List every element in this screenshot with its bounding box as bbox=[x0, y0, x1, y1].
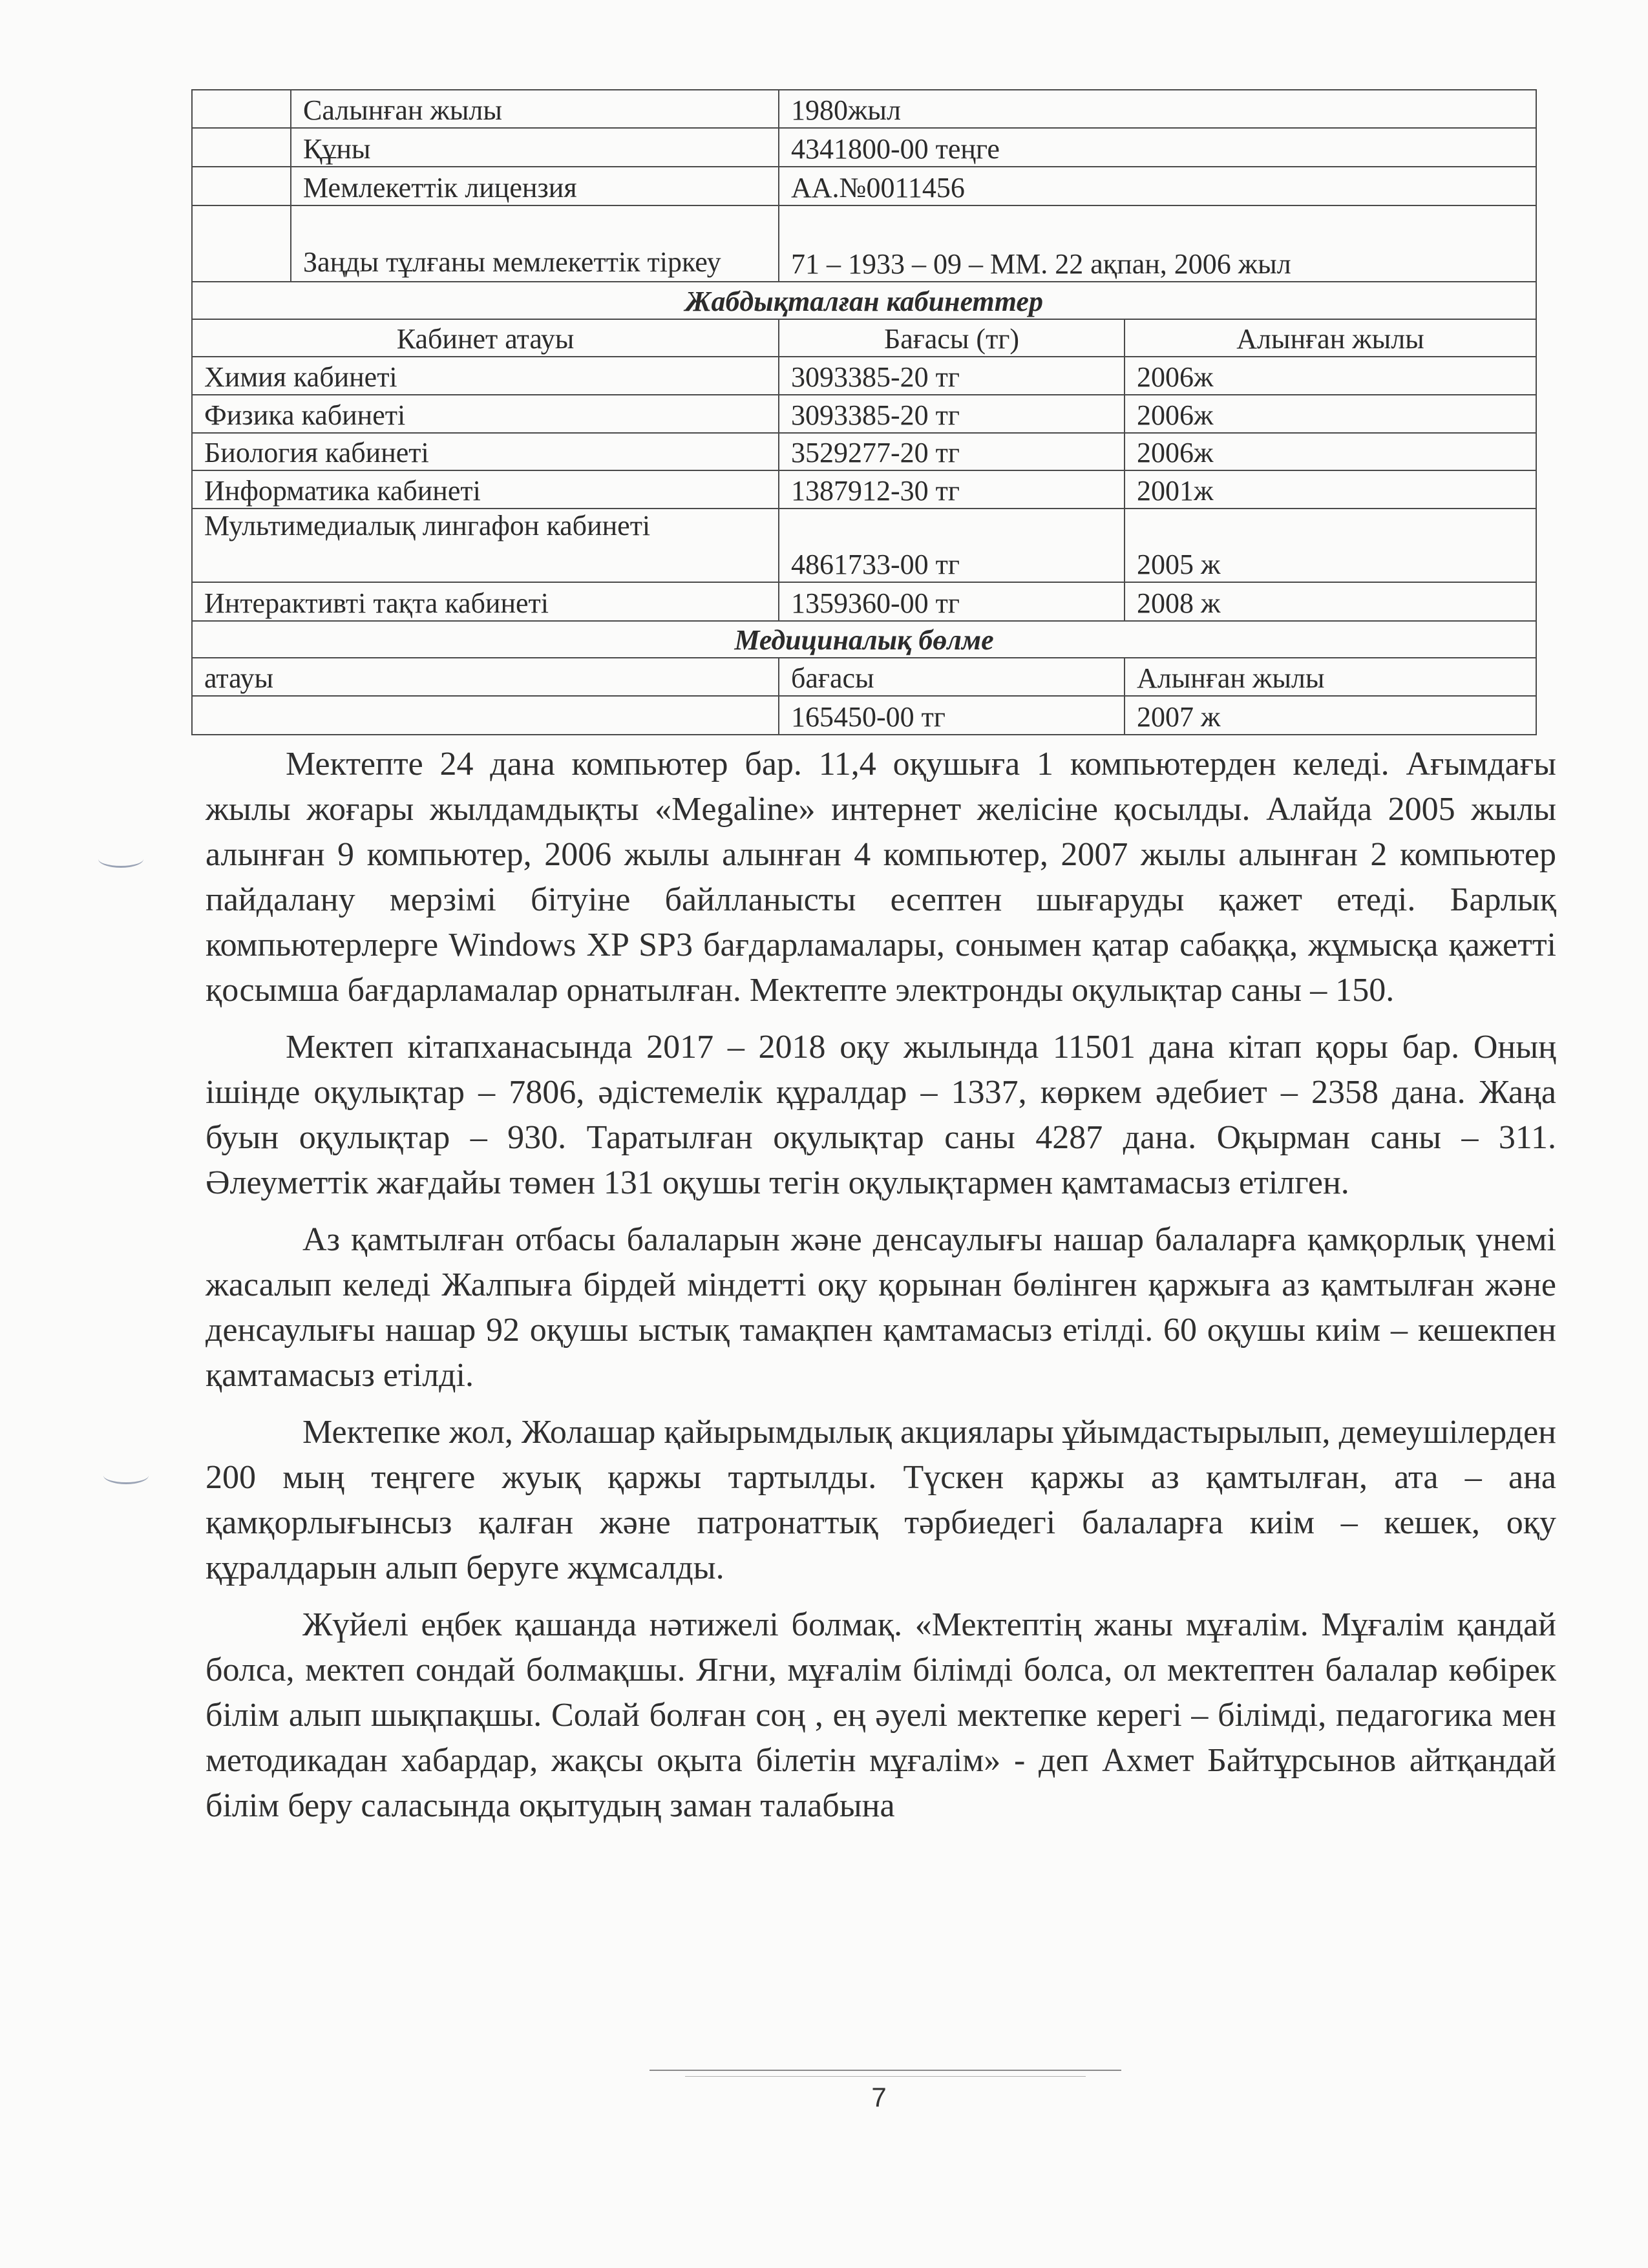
column-header: бағасы bbox=[779, 658, 1125, 696]
cabinet-year: 2006ж bbox=[1125, 395, 1536, 433]
table-row bbox=[192, 621, 1536, 658]
table-row bbox=[192, 470, 1536, 509]
column-header: Кабинет атауы bbox=[192, 319, 779, 357]
empty-cell bbox=[192, 167, 291, 205]
empty-cell bbox=[192, 90, 291, 128]
cabinet-price: 4861733-00 тг bbox=[779, 509, 1125, 582]
paragraph: Аз қамтылған отбасы балаларын және денсаулығы нашар балаларға қамқорлық үнемі жасалып келеді Жалпыға бірдей міндетті оқу қорынан бөлінген қаржыға аз қамтылған және денсаулығы нашар 92 оқушы ыстық тамақпен қамтамасыз етілді. 60 оқушы киім – кешекпен қамтамасыз етілді. bbox=[206, 1221, 1556, 1394]
cabinet-price: 1359360-00 тг bbox=[779, 582, 1125, 621]
body-text bbox=[206, 742, 1556, 1840]
table-row bbox=[192, 696, 1536, 735]
medical-year: 2007 ж bbox=[1125, 696, 1536, 735]
cabinet-name: Мультимедиалық лингафон кабинеті bbox=[192, 509, 779, 582]
cabinet-price: 3093385-20 тг bbox=[779, 395, 1125, 433]
column-header: Алынған жылы bbox=[1125, 319, 1536, 357]
table-row bbox=[192, 582, 1536, 621]
empty-cell bbox=[192, 205, 291, 282]
cabinet-name: Физика кабинеті bbox=[192, 395, 779, 433]
info-value: АА.№0011456 bbox=[779, 167, 1536, 205]
info-value: 71 – 1933 – 09 – ММ. 22 ақпан, 2006 жыл bbox=[779, 205, 1536, 282]
cabinet-price: 3093385-20 тг bbox=[779, 357, 1125, 395]
info-label: Құны bbox=[291, 128, 779, 167]
cabinets-section-title: Жабдықталған кабинеттер bbox=[192, 282, 1536, 319]
scan-artifact bbox=[103, 1467, 149, 1484]
page-number: 7 bbox=[871, 2082, 887, 2112]
cabinet-price: 3529277-20 тг bbox=[779, 433, 1125, 470]
scan-artifact bbox=[98, 850, 143, 868]
medical-name bbox=[192, 696, 779, 735]
cabinet-year: 2008 ж bbox=[1125, 582, 1536, 621]
empty-cell bbox=[192, 128, 291, 167]
column-header: атауы bbox=[192, 658, 779, 696]
info-label: Мемлекеттік лицензия bbox=[291, 167, 779, 205]
table-row bbox=[192, 90, 1536, 128]
cabinet-name: Химия кабинеті bbox=[192, 357, 779, 395]
cabinet-year: 2006ж bbox=[1125, 357, 1536, 395]
table-header-row bbox=[192, 319, 1536, 357]
table-row bbox=[192, 357, 1536, 395]
table-row bbox=[192, 205, 1536, 282]
info-label: Салынған жылы bbox=[291, 90, 779, 128]
table-header-row bbox=[192, 658, 1536, 696]
cabinet-year: 2006ж bbox=[1125, 433, 1536, 470]
paragraph: Жүйелі еңбек қашанда нәтижелі болмақ. «Мектептің жаны мұғалім. Мұғалім қандай болса, мектеп сондай болмақшы. Ягни, мұғалім білімді болса, ол мектептен балалар көбірек білім алып шықпақшы. Солай болған соң , ең әуелі мектепке керегі – білімді, педагогика мен методикадан хабардар, жақсы оқыта білетін мұғалім» - деп Ахмет Байтұрсынов айтқандай білім беру саласында оқытудың заман талабына bbox=[206, 1606, 1556, 1824]
cabinet-name: Биология кабинеті bbox=[192, 433, 779, 470]
cabinet-name: Интерактивті тақта кабинеті bbox=[192, 582, 779, 621]
cabinet-year: 2005 ж bbox=[1125, 509, 1536, 582]
table-row bbox=[192, 282, 1536, 319]
info-label: Заңды тұлғаны мемлекеттік тіркеу bbox=[291, 205, 779, 282]
paragraph: Мектепке жол, Жолашар қайырымдылық акциялары ұйымдастырылып, демеушілерден 200 мың теңгеге жуық қаржы тартылды. Түскен қаржы аз қамтылған, ата – ана қамқорлығынсыз қалған және патронаттық тәрбиедегі балаларға киім – кешек, оқу құралдарын алып беруге жұмсалды. bbox=[206, 1414, 1556, 1586]
column-header: Алынған жылы bbox=[1125, 658, 1536, 696]
paragraph: Мектепте 24 дана компьютер бар. 11,4 оқушыға 1 компьютерден келеді. Ағымдағы жылы жоғары жылдамдықты «Megaline» интернет желісіне қосылды. Алайда 2005 жылы алынған 9 компьютер, 2006 жылы алынған 4 компьютер, 2007 жылы алынған 2 компьютер пайдалану мерзімі бітуіне байлланысты есептен шығаруды қажет етеді. Барлық компьютерлерге Windows XP SP3 бағдарламалары, сонымен қатар сабаққа, жұмысқа қажетті қосымша бағдарламалар орнатылған. Мектепте электронды оқулықтар саны – 150. bbox=[206, 746, 1556, 1009]
paragraph: Мектеп кітапханасында 2017 – 2018 оқу жылында 11501 дана кітап қоры бар. Оның ішінде оқулықтар – 7806, әдістемелік құралдар – 1337, көркем әдебиет – 2358 дана. Жаңа буын оқулықтар – 930. Таратылған оқулықтар саны 4287 дана. Оқырман саны – 311. Әлеуметтік жағдайы төмен 131 оқушы тегін оқулықтармен қамтамасыз етілген. bbox=[206, 1029, 1556, 1201]
footer-rule bbox=[685, 2076, 1086, 2077]
info-value: 4341800-00 теңге bbox=[779, 128, 1536, 167]
column-header: Бағасы (тг) bbox=[779, 319, 1125, 357]
table-row bbox=[192, 128, 1536, 167]
table-row bbox=[192, 433, 1536, 470]
table-row bbox=[192, 167, 1536, 205]
cabinet-year: 2001ж bbox=[1125, 470, 1536, 509]
footer-rule bbox=[650, 2070, 1121, 2071]
medical-price: 165450-00 тг bbox=[779, 696, 1125, 735]
school-info-table bbox=[191, 89, 1537, 735]
medical-section-title: Медициналық бөлме bbox=[192, 621, 1536, 658]
cabinet-name: Информатика кабинеті bbox=[192, 470, 779, 509]
cabinet-price: 1387912-30 тг bbox=[779, 470, 1125, 509]
info-value: 1980жыл bbox=[779, 90, 1536, 128]
table-row bbox=[192, 395, 1536, 433]
table-row bbox=[192, 509, 1536, 582]
